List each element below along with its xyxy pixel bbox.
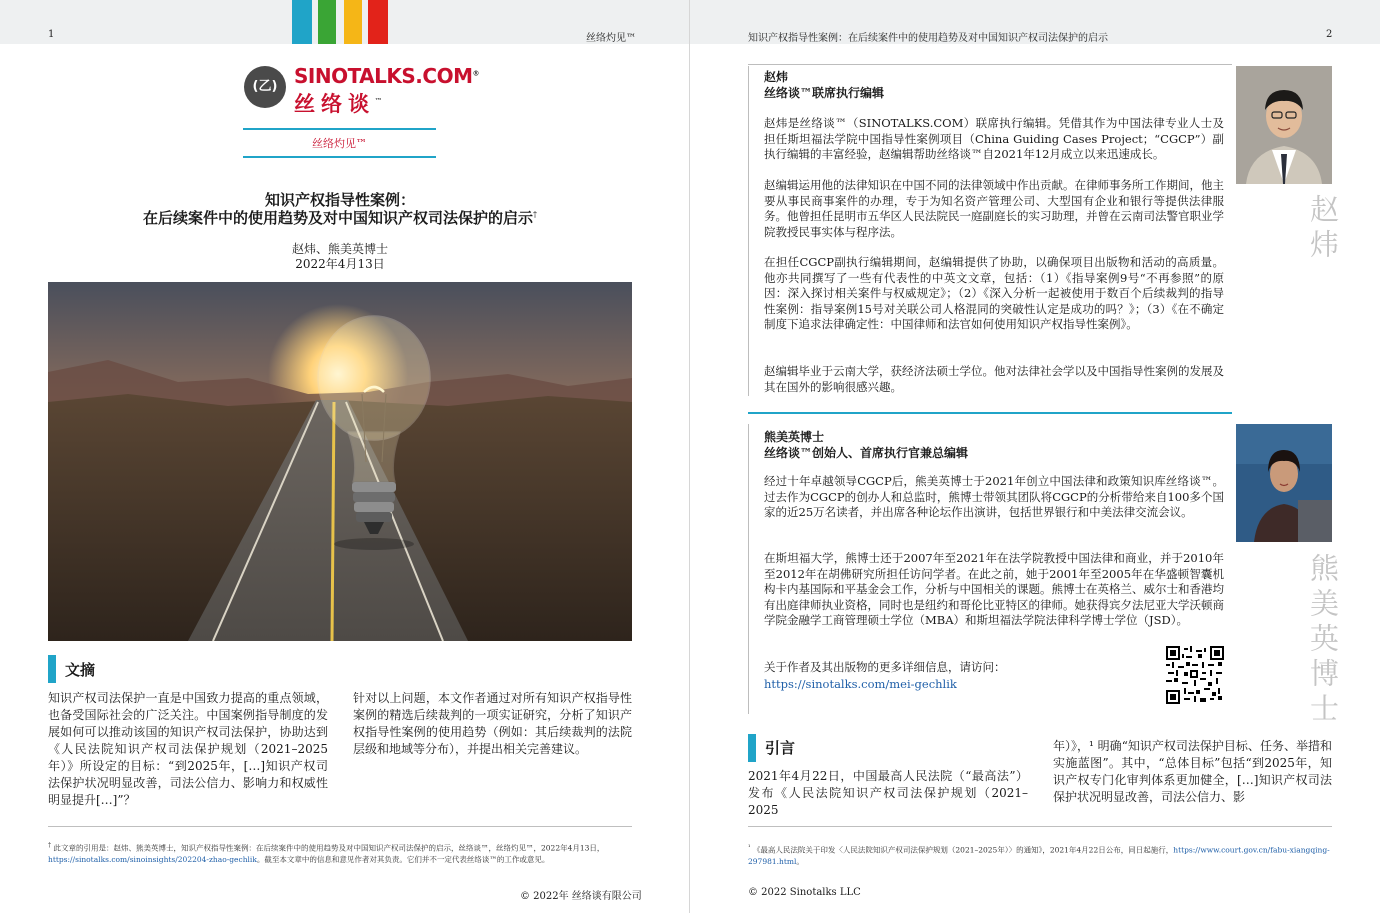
bio-zhao-paragraph-1: 赵炜是丝络谈™（SINOTALKS.COM）联席执行编辑。凭借其作为中国法律专业人士及担任斯坦福法学院中国指导性案例项目（China Guiding Cases Project；“CGCP”）副执行编辑的丰富经验，赵编辑帮助丝络谈™自2021年12月成立以来迅速成长。 — [764, 116, 1224, 161]
brand-line: 丝络灼见™ — [243, 128, 436, 158]
footnote-rule-left — [48, 826, 632, 827]
bio-gechlik-vertical-name: 熊美英博士 — [1306, 553, 1340, 728]
portrait-gechlik-icon — [1236, 424, 1332, 542]
footnote-left-mark: † — [48, 842, 52, 849]
bio-gechlik-more-info: 关于作者及其出版物的更多详细信息，请访问： — [764, 660, 1006, 674]
footnote-right-link[interactable]: https://www.court.gov.cn/fabu-xiangqing-297981.html — [748, 845, 1330, 866]
portrait-zhao-icon — [1236, 66, 1332, 184]
copyright-left: © 2022年 丝络谈有限公司 — [520, 891, 642, 902]
article-title-line1: 知识产权指导性案例： — [264, 191, 415, 209]
logo-registered: ® — [472, 69, 479, 78]
title-footnote-mark: † — [533, 210, 537, 219]
copyright-right: © 2022 Sinotalks LLC — [748, 887, 861, 898]
color-bar-red — [368, 0, 388, 44]
bio-gechlik-paragraph-1: 经过十年卓越领导CGCP后，熊美英博士于2021年创立中国法律和政策知识库丝络谈™。过去作为CGCP的创办人和总监时，熊博士带领其团队将CGCP的分析带给来自100多个国家的近25万名读者，并出席各种论坛作出演讲，包括世界银行和中美法律交流会议。 — [764, 474, 1224, 519]
photo-zhao — [1236, 66, 1332, 184]
logo-text: SINOTALKS.COM — [294, 64, 473, 88]
footnote-right-mark: ¹ — [748, 844, 751, 851]
bio-zhao-top-rule — [748, 64, 1232, 65]
bio-zhao-name: 赵炜 — [764, 70, 789, 84]
article-authors: 赵炜、熊美英博士 — [291, 242, 388, 256]
abstract-heading: 文摘 — [65, 661, 96, 679]
logo-wordmark — [294, 64, 479, 88]
abstract-heading-bar — [48, 655, 56, 683]
running-header-right: 知识产权指导性案例：在后续案件中的使用趋势及对中国知识产权司法保护的启示 — [748, 33, 1108, 44]
bio-gechlik-role: 丝络谈™创始人、首席执行官兼总编辑 — [764, 446, 969, 460]
bio-zhao-paragraph-2: 赵编辑运用他的法律知识在中国不同的法律领域中作出贡献。在律师事务所工作期间，他主要从事民商事案件的办理，专于为知名资产管理公司、大型国有企业和银行等提供法律服务。他曾担任昆明市五华区人民法院民一庭副庭长的实习助理，并曾在云南司法警官职业学院教授民事实体与程序法。 — [764, 178, 1224, 239]
logo-tm: ™ — [375, 96, 382, 105]
hero-illustration — [48, 282, 632, 641]
sinotalks-logo — [244, 62, 479, 116]
color-bar-green — [318, 0, 336, 44]
footnote-right — [748, 842, 1332, 867]
bio-zhao-vertical-name: 赵炜 — [1306, 194, 1340, 264]
intro-column-2: 年）》，¹ 明确“知识产权司法保护目标、任务、举措和实施蓝图”。其中，“总体目标”包括“到2025年，知识产权专门化审判体系更加健全，[…]知识产权司法保护状况明显改善，司法公信力、影 — [1053, 739, 1332, 804]
bio-zhao-role: 丝络谈™联席执行编辑 — [764, 86, 885, 100]
article-title-line2 — [48, 207, 632, 228]
footnote-right-tail: 。 — [796, 856, 804, 866]
hero-image-lightbulb-road — [48, 282, 632, 641]
page-number-left: 1 — [48, 29, 55, 40]
page-number-right: 2 — [1326, 29, 1333, 40]
abstract-column-1: 知识产权司法保护一直是中国致力提高的重点领域，也备受国际社会的广泛关注。中国案例指导制度的发展如何可以推动该国的知识产权司法保护，协助达到《人民法院知识产权司法保护规划（2021–2025年）》所设定的目标：“到2025年，[…]知识产权司法保护状况明显改善，司法公信力、影响力和权威性明显提升[…]”？ — [48, 691, 328, 807]
bio-zhao-paragraph-4: 赵编辑毕业于云南大学，获经济法硕士学位。他对法律社会学以及中国指导性案例的发展及其在国外的影响很感兴趣。 — [764, 364, 1224, 394]
footnote-right-text: 《最高人民法院关于印发〈人民法院知识产权司法保护规划（2021–2025年）〉的通知》，2021年4月22日公布，同日起施行， — [752, 845, 1174, 855]
photo-gechlik — [1236, 424, 1332, 542]
intro-heading-bar — [748, 734, 756, 762]
logo-cn-text: 丝络谈 — [294, 91, 375, 116]
bio-gechlik-paragraph-2: 在斯坦福大学，熊博士还于2007年至2021年在法学院教授中国法律和商业，并于2010年至2012年在胡佛研究所担任访问学者。在此之前，她于2001年至2005年在华盛顿智囊机构卡内基国际和平基金会工作，分析与中国相关的课题。熊博士在英格兰、威尔士和香港均有出庭律师执业资格，同时也是纽约和哥伦比亚特区的律师。她获得宾夕法尼亚大学沃顿商学院金融学工商管理硕士学位（MBA）和斯坦福法学院法律科学博士学位（JSD）。 — [764, 551, 1224, 627]
color-bar-blue — [292, 0, 312, 44]
bio-divider — [748, 412, 1232, 414]
footnote-left — [48, 840, 632, 865]
intro-column-1: 2021年4月22日，中国最高人民法院（“最高法”）发布《人民法院知识产权司法保护规划（2021–2025 — [748, 769, 1028, 817]
abstract-column-2: 针对以上问题，本文作者通过对所有知识产权指导性案例的精选后续裁判的一项实证研究，分析了知识产权指导性案例的使用趋势（例如：其后续裁判的法院层级和地域等分布），并提出相关完善建议。 — [353, 691, 632, 756]
logo-mark-icon: (乙) — [244, 66, 286, 108]
footnote-left-text: 此文章的引用是：赵炜、熊美英博士，知识产权指导性案例：在后续案件中的使用趋势及对中国知识产权司法保护的启示，丝络谈™，丝络灼见™，2022年4月13日， — [53, 843, 605, 853]
article-date: 2022年4月13日 — [295, 257, 385, 271]
color-bar-yellow — [344, 0, 362, 44]
top-band — [0, 0, 1380, 44]
logo-chinese — [294, 88, 382, 118]
running-header-left: 丝络灼见™ — [586, 33, 636, 44]
qr-code-icon[interactable] — [1166, 646, 1224, 704]
footnote-left-link[interactable]: https://sinotalks.com/sinoinsights/202204-zhao-gechlik — [48, 854, 257, 864]
page-gutter — [689, 0, 690, 913]
intro-heading: 引言 — [765, 739, 796, 757]
bio-gechlik-name: 熊美英博士 — [764, 430, 825, 444]
footnote-rule-right — [748, 826, 1332, 827]
article-title-text: 在后续案件中的使用趋势及对中国知识产权司法保护的启示 — [142, 209, 533, 227]
footnote-left-tail: 。截至本文章中的信息和意见作者对其负责。它们并不一定代表丝络谈™的工作或意见。 — [256, 854, 550, 864]
bio-gechlik-link[interactable]: https://sinotalks.com/mei-gechlik — [764, 677, 957, 691]
bio-zhao-paragraph-3: 在担任CGCP副执行编辑期间，赵编辑提供了协助，以确保项目出版物和活动的高质量。他亦共同撰写了一些有代表性的中英文文章，包括：（1）《指导案例9号“不再参照”的原因：深入探讨相关案件与权威规定》；（2）《深入分析一起被使用于数百个后续裁判的指导性案例：指导案例15号对关联公司人格混同的突破性认定是成功的吗？》；（3）《在不确定制度下追求法律确定性：中国律师和法官如何使用知识产权指导性案例》。 — [764, 255, 1224, 331]
